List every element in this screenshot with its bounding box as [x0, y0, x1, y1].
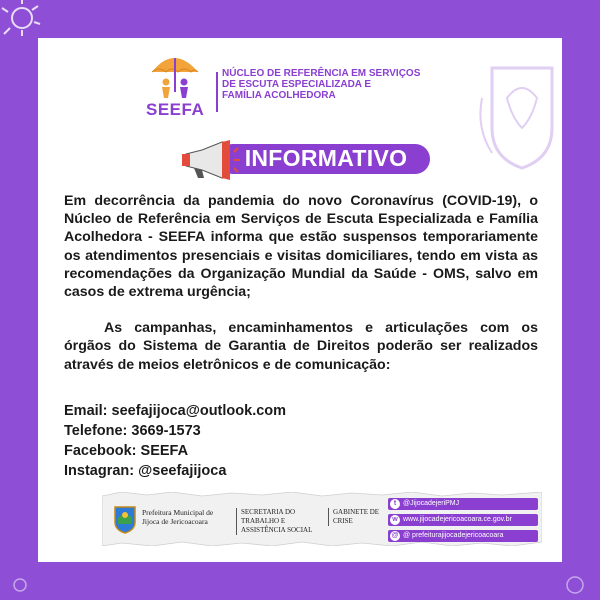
logo-divider — [216, 72, 218, 112]
footer-strip — [102, 492, 542, 546]
footer-institution — [108, 502, 378, 538]
prefeitura-name: Prefeitura Municipal de Jijoca de Jericoacoara — [142, 508, 214, 526]
municipal-crest-icon — [112, 504, 138, 534]
org-name-line: FAMÍLIA ACOLHEDORA — [222, 90, 336, 101]
org-name-line: NÚCLEO DE REFERÊNCIA EM SERVIÇOS — [222, 68, 421, 79]
social-website[interactable] — [388, 514, 538, 526]
gabinete-name: GABINETE DE CRISE — [328, 508, 383, 526]
org-name-line: DE ESCUTA ESPECIALIZADA E — [222, 79, 372, 90]
banner-title: INFORMATIVO — [244, 145, 408, 171]
contact-email: Email: seefajijoca@outlook.com — [64, 403, 287, 419]
social-links — [388, 496, 538, 544]
virus-icon — [2, 0, 40, 36]
instagram-icon: @ — [391, 532, 399, 539]
info-card — [38, 38, 562, 562]
social-instagram[interactable] — [388, 530, 538, 542]
contact-list — [64, 401, 286, 481]
municipal-crest-watermark — [472, 58, 562, 178]
secretaria-name: SECRETARIA DO TRABALHO E ASSISTÊNCIA SOCIAL — [236, 508, 329, 535]
contact-phone: Telefone: 3669-1573 — [64, 423, 201, 439]
social-website-text: www.jijocadejericoacoara.ce.gov.br — [403, 516, 512, 523]
seefa-logo-text: SEEFA — [146, 100, 205, 119]
org-name — [222, 68, 462, 101]
social-twitter[interactable] — [388, 498, 538, 510]
contact-instagram: Instagran: @seefajijoca — [64, 463, 227, 479]
globe-icon: w — [390, 515, 400, 525]
social-instagram-text: @ prefeiturajijocadejericoacoara — [403, 532, 504, 539]
notice-paragraph-1: Em decorrência da pandemia do novo Coronavírus (COVID-19), o Núcleo de Referência em Serviços de Escuta Especializada e Família Acolhedora - SEEFA informa que estão suspensos temporariamente os atendimentos presenciais e visitas domiciliares, tendo em vista as recomendações da Organização Mundial da Saúde - OMS, salvo em casos de extrema urgência; — [64, 193, 538, 301]
twitter-icon: t — [390, 499, 400, 509]
contact-facebook: Facebook: SEEFA — [64, 443, 189, 459]
social-twitter-text: @JijocadejeriPMJ — [403, 500, 460, 507]
notice-body — [64, 192, 538, 374]
notice-paragraph-2: As campanhas, encaminhamentos e articulações com os órgãos do Sistema de Garantia de Direitos poderão ser realizados através de meios eletrônicos e de comunicação: — [64, 320, 538, 373]
informativo-banner — [178, 140, 430, 180]
